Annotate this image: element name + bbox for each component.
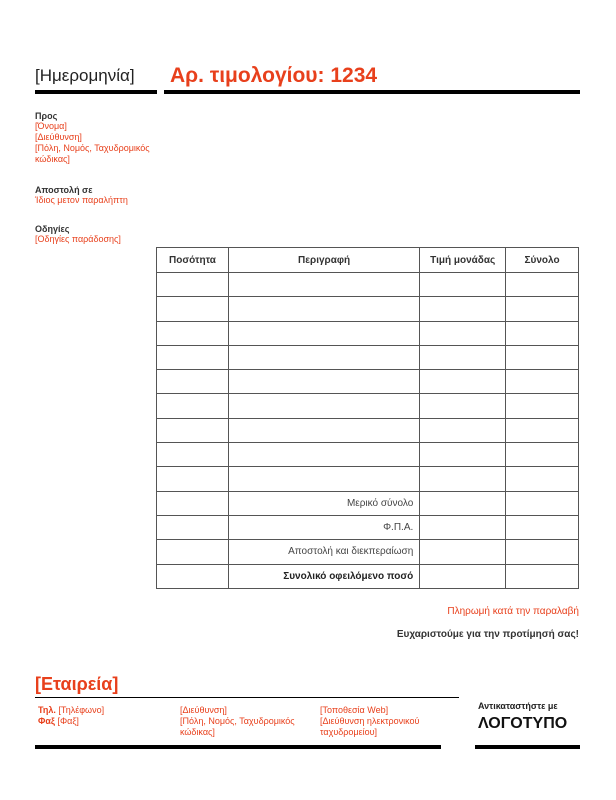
vat-label: Φ.Π.Α. <box>228 515 419 539</box>
table-header-row <box>157 248 579 273</box>
header-total: Σύνολο <box>506 248 579 273</box>
table-row[interactable] <box>157 370 579 394</box>
fax-label: Φαξ <box>38 716 55 726</box>
table-row[interactable] <box>157 321 579 345</box>
header-unit-price: Τιμή μονάδας <box>420 248 506 273</box>
payment-note: Πληρωμή κατά την παραλαβή <box>447 606 579 617</box>
invoice-date[interactable]: [Ημερομηνία] <box>35 66 135 85</box>
subtotal-row <box>157 491 579 515</box>
ship-to-value[interactable]: Ίδιος μετον παραλήπτη <box>35 195 128 205</box>
total-label: Συνολικό οφειλόμενο ποσό <box>228 564 419 588</box>
instructions-block <box>35 224 121 245</box>
instructions-value[interactable]: [Οδηγίες παράδοσης] <box>35 234 121 244</box>
footer-rule-left <box>35 745 441 749</box>
footer-address[interactable]: [Διεύθυνση] <box>180 705 227 715</box>
footer-contact-col <box>38 705 104 727</box>
total-row <box>157 564 579 588</box>
recipient-block <box>35 111 150 165</box>
footer-city-cont[interactable]: κώδικας] <box>180 727 215 737</box>
header-rule-left <box>35 90 157 94</box>
footer-address-col <box>180 705 295 738</box>
table-row[interactable] <box>157 443 579 467</box>
vat-value[interactable] <box>506 515 579 539</box>
logo-placeholder[interactable]: ΛΟΓΟΤΥΠΟ <box>478 715 568 732</box>
footer-city[interactable]: [Πόλη, Νομός, Ταχυδρομικός <box>180 716 295 726</box>
total-value[interactable] <box>506 564 579 588</box>
table-row[interactable] <box>157 345 579 369</box>
recipient-city[interactable]: [Πόλη, Νομός, Ταχυδρομικός <box>35 143 150 153</box>
footer-email-cont[interactable]: ταχυδρομείου] <box>320 727 378 737</box>
footer-rule-right <box>475 745 580 749</box>
footer-website[interactable]: [Τοποθεσία Web] <box>320 705 389 715</box>
logo-hint: Αντικαταστήστε με <box>478 701 558 711</box>
tel-label: Τηλ. <box>38 705 56 715</box>
table-row[interactable] <box>157 273 579 297</box>
recipient-address[interactable]: [Διεύθυνση] <box>35 132 82 142</box>
thanks-message: Ευχαριστούμε για την προτίμησή σας! <box>396 629 579 640</box>
recipient-city-cont[interactable]: κώδικας] <box>35 154 70 164</box>
invoice-number-title: Αρ. τιμολογίου: 1234 <box>170 64 378 87</box>
footer-email[interactable]: [Διεύθυνση ηλεκτρονικού <box>320 716 420 726</box>
recipient-name[interactable]: [Όνομα] <box>35 121 67 131</box>
subtotal-label: Μερικό σύνολο <box>228 491 419 515</box>
table-row[interactable] <box>157 418 579 442</box>
shipping-value[interactable] <box>506 540 579 564</box>
header-description: Περιγραφή <box>228 248 419 273</box>
tel-value[interactable]: [Τηλέφωνο] <box>58 705 105 715</box>
footer-web-col <box>320 705 419 738</box>
ship-to-label: Αποστολή σε <box>35 185 93 195</box>
recipient-label: Προς <box>35 111 58 121</box>
header-quantity: Ποσότητα <box>157 248 229 273</box>
table-row[interactable] <box>157 297 579 321</box>
subtotal-value[interactable] <box>506 491 579 515</box>
header-rule-right <box>164 90 580 94</box>
items-table <box>156 247 579 589</box>
footer-divider <box>35 697 459 698</box>
vat-row <box>157 515 579 539</box>
company-name[interactable]: [Εταιρεία] <box>35 674 119 694</box>
instructions-label: Οδηγίες <box>35 224 70 234</box>
shipping-row <box>157 540 579 564</box>
table-row[interactable] <box>157 394 579 418</box>
shipping-label: Αποστολή και διεκπεραίωση <box>228 540 419 564</box>
table-row[interactable] <box>157 467 579 491</box>
ship-to-block <box>35 185 128 206</box>
fax-value[interactable]: [Φαξ] <box>57 716 79 726</box>
